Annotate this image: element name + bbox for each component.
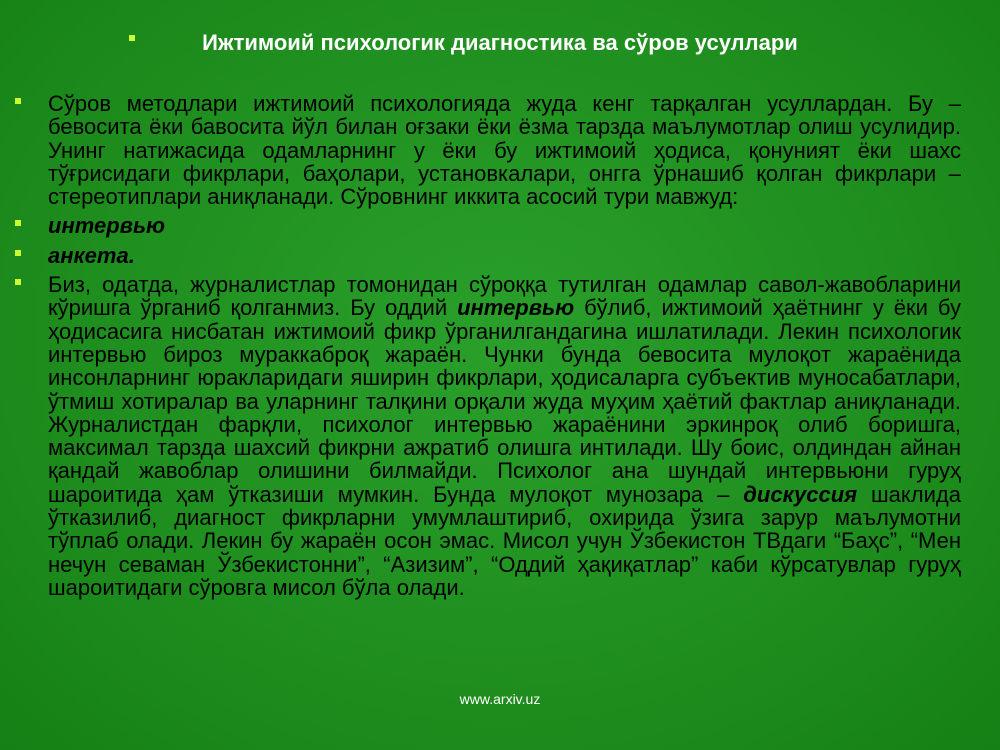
paragraph-main [48, 273, 961, 599]
list-item-interview [48, 214, 961, 237]
paragraph-main-text-2: бўлиб, ижтимоий ҳаётнинг у ёки бу ҳодисасига нисбатан ижтимоий фикр ўрганилгандагина ишлатилади. Лекин психологик интервью бироз мураккаброқ жараён. Чунки бунда бевосита мулоқот жараёнида инсонларнинг юракларидаги яширин фикрлари, ҳодисаларга субъектив муносабатлари, ўтмиш хотиралар ва уларнинг талқини орқали жуда муҳим ҳаётий фактлар аниқланади. Журналистдан фарқли, психолог интервью жараёнини эркинроқ олиб боришга, максимал тарзда шахсий фикрни ажратиб олишга интилади. Шу боис, олдиндан айнан қандай жавоблар олишини билмайди. Психолог ана шундай интервьюни гуруҳ шароитида ҳам ўтказиши мумкин. Бунда мулоқот мунозара – [48, 295, 961, 507]
bullet-icon [15, 98, 21, 104]
slide-content [48, 92, 961, 605]
bullet-icon [15, 220, 21, 226]
slide-title: Ижтимоий психологик диагностика ва сўров усуллари [202, 30, 798, 55]
paragraph-main-text-1: Биз, одатда, журналистлар томонидан сўроққа тутилган одамлар савол-жавобларини кўришга ўрганиб қолганмиз. Бу оддий [48, 272, 961, 321]
paragraph-main-text-3: шаклида ўтказилиб, диагност фикрларни умумлаштириб, охирида ўзига зарур маълумотни тўплаб олади. Лекин бу жараён осон эмас. Мисол учун Ўзбекистон ТВдаги “Баҳс”, “Мен нечун севаман Ўзбекистонни”, “Азизим”, “Оддий ҳақиқатлар” каби кўрсатувлар гуруҳ шароитидаги сўровга мисол бўла олади. [48, 481, 961, 600]
paragraph-intro-text: Сўров методлари ижтимоий психологияда жуда кенг тарқалган усуллардан. Бу – бевосита ёки бавосита йўл билан оғзаки ёки ёзма тарзда маълумотлар олиш усулидир. Унинг натижасида одамларнинг у ёки бу ижтимоий ҳодиса, қонуният ёки шахс тўғрисидаги фикрлари, баҳолари, установкалари, онгга ўрнашиб қолган фикрлари – стереотиплари аниқланади. Сўровнинг иккита асосий тури мавжуд: [48, 91, 961, 210]
emphasis-interview: интервью [457, 295, 575, 321]
footer-url: www.arxiv.uz [459, 691, 541, 707]
bullet-icon [15, 279, 21, 285]
bullet-icon [15, 250, 21, 256]
paragraph-intro [48, 92, 961, 208]
list-item-questionnaire-text: анкета. [48, 242, 135, 268]
list-item-questionnaire [48, 244, 961, 267]
emphasis-discussion: дискуссия [743, 481, 858, 507]
list-item-interview-text: интервью [48, 213, 166, 239]
